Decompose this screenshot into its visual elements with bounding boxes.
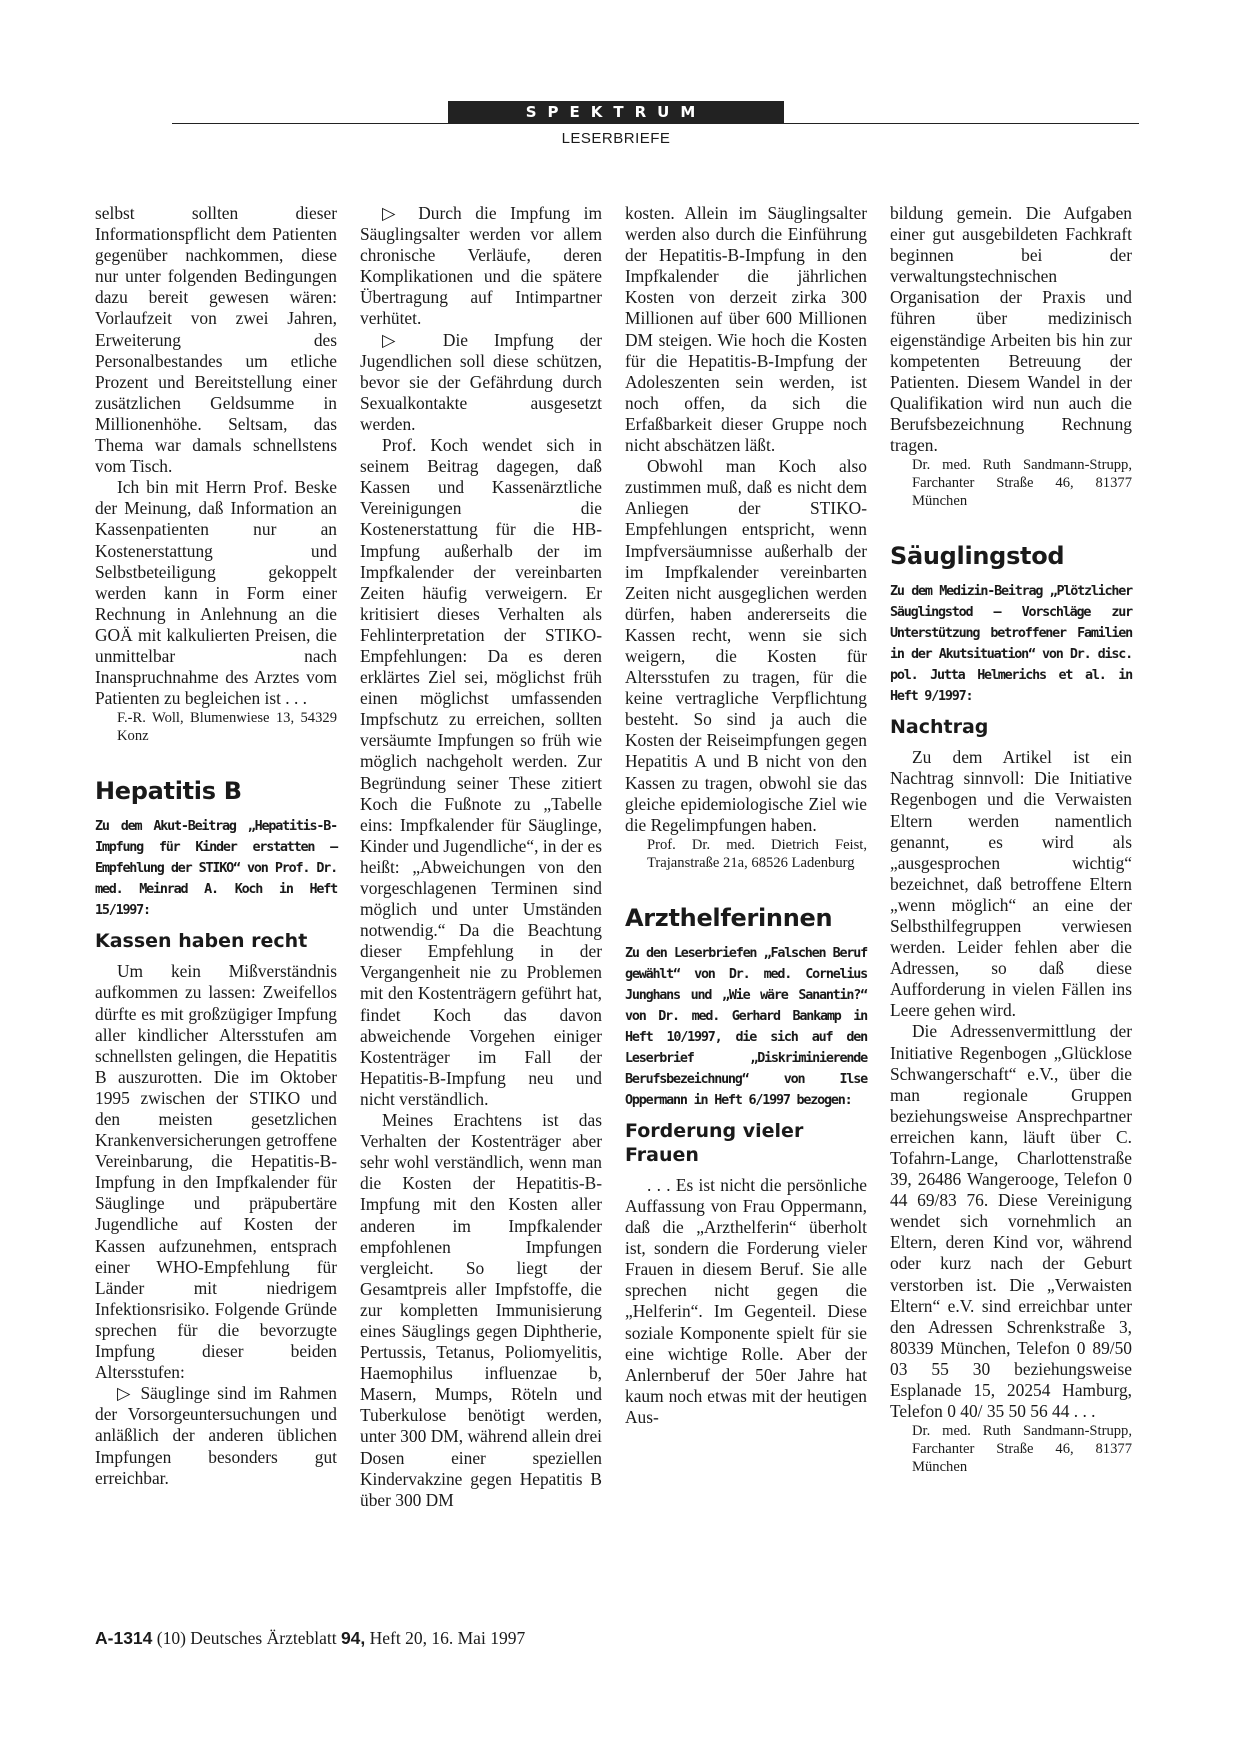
paragraph: kosten. Allein im Säuglingsalter werden also durch die Einführung der Hepatitis-B-Impfung in den Impfkalender die jährlichen Kosten von derzeit zirka 300 Millionen auf über 600 Millionen DM steigen. Wie hoch die Kosten für die Hepatitis-B-Impfung der Adoleszenten sein werden, ist noch offen, da sich die Erfaßbarkeit dieser Gruppe noch nicht abschätzen läßt. [625, 203, 867, 456]
section-header: SPEKTRUM [448, 101, 784, 124]
letter-title: Kassen haben recht [95, 930, 308, 953]
paragraph: Ich bin mit Herrn Prof. Beske der Meinung, daß Information an Kassenpatienten nur an Kostenerstattung und Selbstbeteiligung gekoppelt werden kann in Form einer Rechnung in Anlehnung an die GOÄ mit kalkulierten Preisen, die unmittelbar nach Inanspruchnahme des Arztes vom Patienten zu begleichen ist . . . [95, 477, 337, 709]
paragraph: ▷ Die Impfung der Jugendlichen soll diese schützen, bevor sie der Gefährdung durch Sexualkontakte ausgesetzt werden. [360, 329, 602, 434]
section-heading: Arzthelferinnen [625, 903, 833, 932]
page-footer [95, 1628, 525, 1649]
article-reference: Zu den Leserbriefen „Falschen Beruf gewählt“ von Dr. med. Cornelius Junghans und „Wie wäre Sanantin?“ von Dr. med. Gerhard Bankamp in Heft 10/1997, die sich auf den Leserbrief „Diskriminierende Berufsbezeichnung“ von Ilse Oppermann in Heft 6/1997 bezogen: [625, 945, 867, 1108]
paragraph: ▷ Durch die Impfung im Säuglingsalter werden vor allem chronische Verläufe, deren Komplikationen und die spätere Übertragung auf Intimpartner verhütet. [360, 203, 602, 329]
paragraph: Die Adressenvermittlung der Initiative Regenbogen „Glücklose Schwangerschaft“ e.V., über die man regionale Gruppen beziehungsweise Ansprechpartner erreichen kann, läuft über C. Tofahrn-Lange, Charlottenstraße 39, 26486 Wangerooge, Telefon 0 44 69/83 76. Diese Vereinigung wendet sich vornehmlich an Eltern, deren Kind vor, während oder kurz nach der Geburt verstorben ist. Die „Verwaisten Eltern“ e.V. sind erreichbar unter den Adressen Schrenkstraße 3, 80339 München, Telefon 0 89/50 03 55 30 beziehungsweise Esplanade 15, 20254 Hamburg, Telefon 0 40/ 35 50 56 44 . . . [890, 1021, 1132, 1422]
paragraph: Um kein Mißverständnis aufkommen zu lassen: Zweifellos dürfte es mit großzügiger Impfung aller kindlicher Altersstufen am schnellsten gelingen, die Hepatitis B auszurotten. Die im Oktober 1995 zwischen der STIKO und den meisten gesetzlichen Krankenversicherungen getroffene Vereinbarung, die Hepatitis-B-Impfung in den Impfkalender für Säuglinge und präpubertäre Jugendliche auf Kosten der Kassen aufzunehmen, entsprach einer WHO-Empfehlung für Länder mit niedrigem Infektionsrisiko. Folgende Gründe sprechen für die bevorzugte Impfung dieser beiden Altersstufen: [95, 961, 337, 1383]
column-1 [95, 203, 337, 1489]
paragraph: Meines Erachtens ist das Verhalten der Kostenträger aber sehr wohl verständlich, wenn man die Kosten der Hepatitis-B-Impfung mit den Kosten aller anderen im Impfkalender empfohlenen Impfungen vergleicht. So liegt der Gesamtpreis aller Impfstoffe, die zur kompletten Immunisierung eines Säuglings gegen Diphtherie, Pertussis, Tetanus, Poliomyelitis, Haemophilus influenzae b, Masern, Mumps, Röteln und Tuberkulose benötigt werden, unter 300 DM, während allein drei Dosen einer speziellen Kindervakzine gegen Hepatitis B über 300 DM [360, 1110, 602, 1510]
column-4 [890, 203, 1132, 1476]
letter-title: Nachtrag [890, 716, 989, 739]
header-rule [172, 123, 1139, 124]
paragraph: selbst sollten dieser Informationspflicht dem Patienten gegenüber nachkommen, diese nur unter folgenden Bedingungen dazu bereit gewesen wären: Vorlaufzeit von zwei Jahren, Erweiterung des Personalbestandes um etliche Prozent und Bereitstellung einer zusätzlichen Geldsumme in Millionenhöhe. Seltsam, das Thema war damals schnellstens vom Tisch. [95, 203, 337, 477]
article-reference: Zu dem Medizin-Beitrag „Plötzlicher Säuglingstod – Vorschläge zur Unterstützung betroffener Familien in der Akutsituation“ von Dr. disc. pol. Jutta Helmerichs et al. in Heft 9/1997: [890, 584, 1132, 705]
paragraph: Prof. Koch wendet sich in seinem Beitrag dagegen, daß Kassen und Kassenärztliche Vereinigungen die Kostenerstattung für die HB-Impfung außerhalb der im Impfkalender der vereinbarten Zeiten häufig verweigern. Er kritisiert dieses Verhalten als Fehlinterpretation der STIKO-Empfehlungen: Da es deren erklärtes Ziel sei, möglichst früh einen möglichst umfassenden Impfschutz zu erreichen, sollten versäumte Impfungen so früh wie möglich nachgeholt werden. Zur Begründung seiner These zitiert Koch die Fußnote zu „Tabelle eins: Impfkalender für Säuglinge, Kinder und Jugendliche“, in der es heißt: „Abweichungen von den vorgeschlagenen Terminen sind möglich und unter Umständen notwendig.“ Da die Beachtung dieser Empfehlung in der Vergangenheit nie zu Problemen mit den Kostenträgern geführt hat, findet Koch das davon abweichende Vorgehen einiger Kostenträger im Fall der Hepatitis-B-Impfung neu und nicht verständlich. [360, 435, 602, 1109]
section-heading: Säuglingstod [890, 542, 1065, 571]
paragraph: bildung gemein. Die Aufgaben einer gut ausgebildeten Fachkraft beginnen bei der verwaltungstechnischen Organisation der Praxis und führen über medizinisch eigenständige Arbeiten bis hin zur kompetenten Betreuung der Patienten. Diesem Wandel in der Qualifikation wird nun auch die Berufsbezeichnung Rechnung tragen. [890, 203, 1132, 456]
section-subheader: LESERBRIEFE [561, 130, 671, 147]
section-heading: Hepatitis B [95, 777, 242, 806]
letter-signature: Dr. med. Ruth Sandmann-Strupp, Farchanter Straße 46, 81377 München [912, 1423, 1132, 1476]
footer-volume: 94, [340, 1628, 366, 1648]
column-3 [625, 203, 867, 1428]
paragraph: Zu dem Artikel ist ein Nachtrag sinnvoll: Die Initiative Regenbogen und die Verwaisten Eltern werden namentlich genannt, es wird als „ausgesprochen wichtig“ bezeichnet, daß betroffene Eltern „wenn möglich“ an eine der Selbsthilfegruppen verwiesen werden. Leider fehlen aber die Adressen, so daß diese Aufforderung in vielen Fällen ins Leere gehen wird. [890, 747, 1132, 1021]
paragraph: ▷ Säuglinge sind im Rahmen der Vorsorgeuntersuchungen und anläßlich der anderen üblichen Impfungen besonders gut erreichbar. [95, 1383, 337, 1488]
letter-signature: F.-R. Woll, Blumenwiese 13, 54329 Konz [117, 710, 337, 745]
article-reference: Zu dem Akut-Beitrag „Hepatitis-B-Impfung für Kinder erstatten – Empfehlung der STIKO“ von Prof. Dr. med. Meinrad A. Koch in Heft 15/1997: [95, 819, 337, 919]
footer-journal: (10) Deutsches Ärzteblatt [156, 1628, 341, 1648]
column-2 [360, 203, 602, 1511]
letter-signature: Prof. Dr. med. Dietrich Feist, Trajanstraße 21a, 68526 Ladenburg [647, 836, 867, 871]
letter-title: Forderung vieler Frauen [625, 1119, 804, 1166]
paragraph: . . . Es ist nicht die persönliche Auffassung von Frau Oppermann, daß die „Arzthelferin“ überholt ist, sondern die Forderung vieler Frauen in diesem Beruf. Sie alle sprechen nicht gegen die „Helferin“. Im Gegenteil. Diese soziale Komponente spielt für sie eine wichtige Rolle. Aber der Anlernberuf der 50er Jahre hat kaum noch etwas mit der heutigen Aus- [625, 1174, 867, 1427]
letter-signature: Dr. med. Ruth Sandmann-Strupp, Farchanter Straße 46, 81377 München [912, 457, 1132, 510]
footer-issue: Heft 20, 16. Mai 1997 [365, 1628, 526, 1648]
paragraph: Obwohl man Koch also zustimmen muß, daß es nicht dem Anliegen der STIKO-Empfehlungen entspricht, wenn Impfversäumnisse außerhalb der im Impfkalender vereinbarten Zeiten nicht ausgeglichen werden dürfen, haben andererseits die Kassen recht, wenn sie sich weigern, die Kosten für Altersstufen zu tragen, für die keine vertragliche Verpflichtung besteht. So sind ja auch die Kosten der Reiseimpfungen gegen Hepatitis A und B nicht von den Kassen zu tragen, obwohl sie das gleiche epidemiologische Ziel wie die Regelimpfungen haben. [625, 456, 867, 835]
page-number: A-1314 [95, 1628, 153, 1648]
